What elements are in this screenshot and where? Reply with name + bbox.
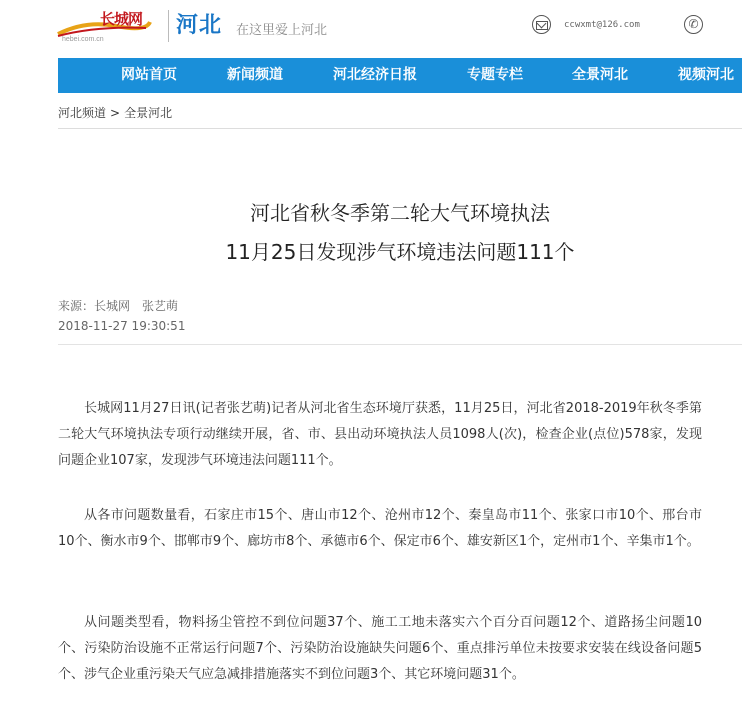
nav-item-video[interactable]: 视频河北 <box>678 67 734 83</box>
article-title-line1: 河北省秋冬季第二轮大气环境执法 <box>250 201 550 225</box>
site-logo[interactable] <box>56 6 160 44</box>
source-label: 来源：长城网 <box>58 299 131 313</box>
logo-text: 长城网 <box>100 10 143 28</box>
contact-email[interactable]: ccwxmt@126.com <box>564 20 640 30</box>
article-paragraph: 从问题类型看，物料扬尘管控不到位问题37个、施工工地未落实六个百分百问题12个、道路扬尘问题10个、污染防治设施不正常运行问题7个、污染防治设施缺失问题6个、重点排污单位未按要求安装在线设备问题5个、涉气企业重污染天气应急减排措施落实不到位问题3个、其它环境问题31个。 <box>58 615 702 682</box>
breadcrumb-divider <box>58 128 742 129</box>
nav-item-topics[interactable]: 专题专栏 <box>467 67 523 83</box>
nav-item-economy-daily[interactable]: 河北经济日报 <box>333 67 417 83</box>
article-paragraph: 长城网11月27日讯(记者张艺萌)记者从河北省生态环境厅获悉，11月25日，河北省2018-2019年秋冬季第二轮大气环境执法专项行动继续开展，省、市、县出动环境执法人员1098人(次)，检查企业(点位)578家，发现问题企业107家，发现涉气环境违法问题111个。 <box>58 401 702 468</box>
meta-divider <box>58 344 742 345</box>
header-divider <box>168 10 169 42</box>
breadcrumb-item-channel[interactable]: 河北频道 <box>58 106 107 120</box>
article-title-line2: 11月25日发现涉气环境违法问题111个 <box>225 240 575 264</box>
slogan: 在这里爱上河北 <box>236 23 328 38</box>
breadcrumb <box>58 104 172 121</box>
phone-icon[interactable]: ✆ <box>684 15 703 34</box>
breadcrumb-item-panorama[interactable]: 全景河北 <box>124 106 173 120</box>
article-paragraph: 从各市问题数量看，石家庄市15个、唐山市12个、沧州市12个、秦皇岛市11个、张家口市10个、邢台市10个、衡水市9个、邯郸市9个、廊坊市8个、承德市6个、保定市6个、雄安新区1个，定州市1个、辛集市1个。 <box>58 508 702 549</box>
nav-item-news[interactable]: 新闻频道 <box>227 67 283 83</box>
mail-icon[interactable] <box>532 15 551 34</box>
logo-url: hebei.com.cn <box>62 36 104 43</box>
article-time: 2018-11-27 19:30:51 <box>58 319 186 333</box>
channel-name[interactable]: 河北 <box>176 13 223 38</box>
nav-item-panorama[interactable]: 全景河北 <box>572 67 628 83</box>
site-header <box>0 0 742 58</box>
article-source <box>58 297 178 314</box>
main-nav <box>58 58 742 93</box>
article-author: 张艺萌 <box>142 299 179 313</box>
nav-item-home[interactable]: 网站首页 <box>121 67 177 83</box>
breadcrumb-separator: > <box>110 106 121 120</box>
